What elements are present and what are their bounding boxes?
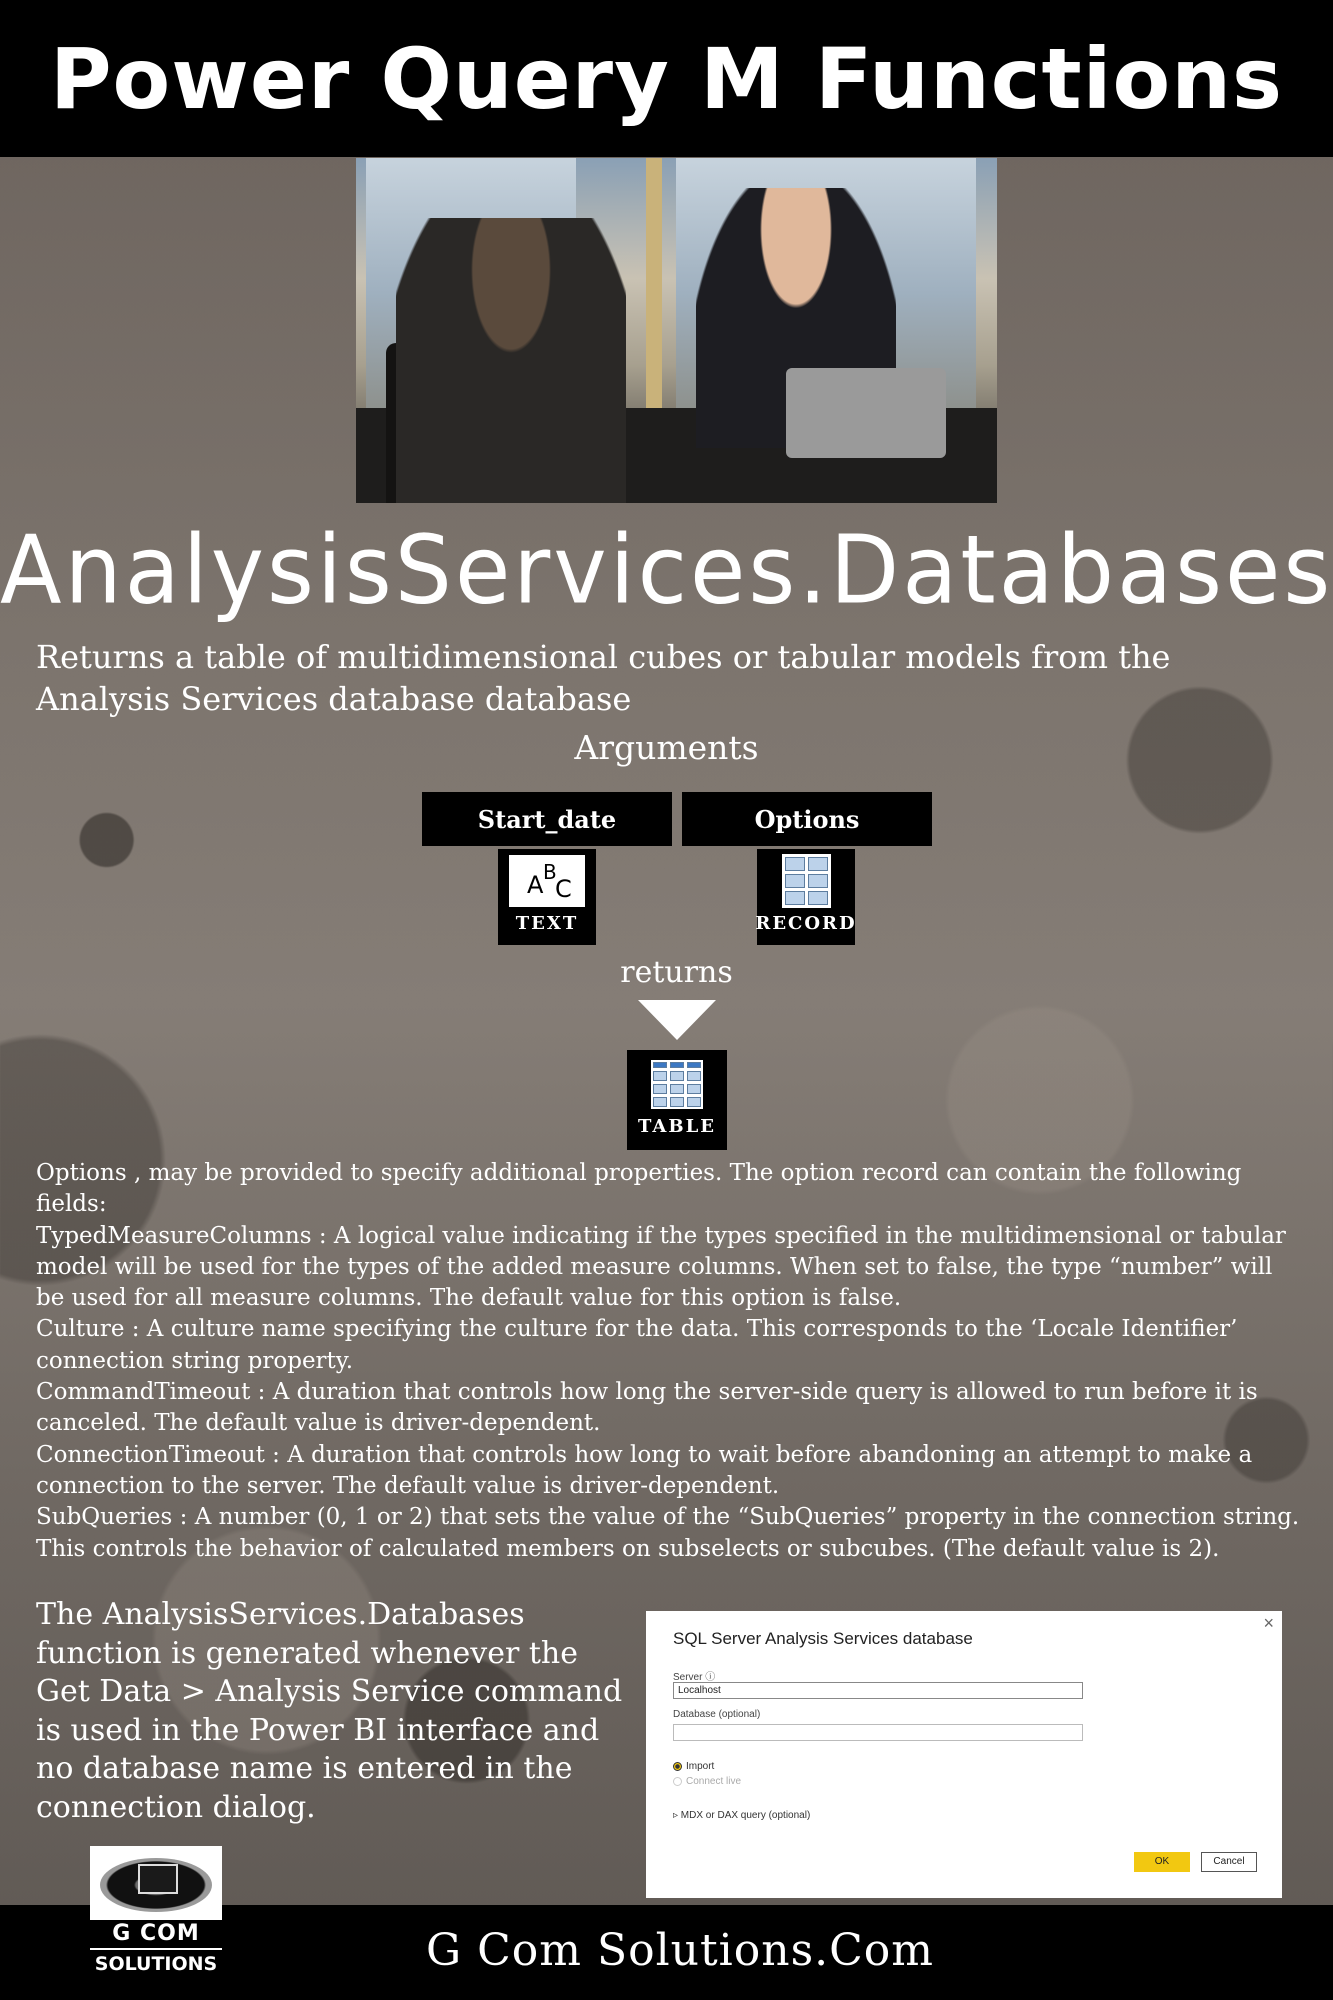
- options-paragraph: Options , may be provided to specify additional properties. The option record can contain the following fields:: [36, 1160, 1242, 1218]
- options-paragraph: CommandTimeout : A duration that controls how long the server-side query is allowed to run before it is canceled. The default value is driver-dependent.: [36, 1379, 1258, 1437]
- photo-window-frame: [646, 158, 662, 448]
- options-paragraph: TypedMeasureColumns : A logical value indicating if the types specified in the multidimensional or tabular model will be used for the types of the added measure columns. When set to false, the type “number” will be used for all measure columns. The default value for this option is false.: [36, 1222, 1286, 1312]
- dialog-title: SQL Server Analysis Services database: [673, 1629, 973, 1648]
- record-type-tile: [757, 849, 855, 945]
- ssas-connection-dialog: [646, 1611, 1282, 1898]
- header-bar: [0, 0, 1333, 157]
- cancel-button[interactable]: Cancel: [1201, 1852, 1257, 1872]
- arguments-heading: Arguments: [574, 728, 759, 767]
- server-label: Server ⓘ: [673, 1672, 716, 1683]
- argument-start-date: [422, 792, 672, 846]
- footer-url[interactable]: G Com Solutions.Com: [425, 1925, 935, 1976]
- table-grid-icon: [639, 1058, 715, 1110]
- record-grid-icon: [768, 855, 844, 907]
- logo-monitor-icon: [138, 1864, 178, 1894]
- options-paragraph: Culture : A culture name specifying the culture for the data. This corresponds to the ‘Locale Identifier’ connection string property.: [36, 1316, 1238, 1374]
- mdx-dax-query-expander[interactable]: ▹ MDX or DAX query (optional): [673, 1810, 811, 1821]
- radio-selected-icon: [673, 1762, 682, 1771]
- logo-line1: G COM: [90, 1920, 222, 1948]
- ok-button[interactable]: OK: [1134, 1852, 1190, 1872]
- down-arrow-icon: [638, 1000, 716, 1040]
- argument-name: Start_date: [477, 804, 617, 834]
- argument-options: [682, 792, 932, 846]
- usage-note: The AnalysisServices.Databases function is generated whenever the Get Data > Analysis Service command is used in the Power BI interface and no database name is entered in the connection dialog.: [36, 1597, 623, 1825]
- type-label: TABLE: [638, 1116, 716, 1137]
- returns-label: returns: [620, 955, 733, 990]
- database-input[interactable]: [673, 1724, 1083, 1741]
- function-name: AnalysisServices.Databases: [0, 515, 1333, 626]
- server-input[interactable]: Localhost: [673, 1682, 1083, 1699]
- type-label: RECORD: [755, 913, 857, 934]
- radio-connect-live-label: Connect live: [686, 1776, 742, 1787]
- options-paragraph: ConnectionTimeout : A duration that controls how long to wait before abandoning an attempt to make a connection to the server. The default value is driver-dependent.: [36, 1441, 1253, 1499]
- options-description: [36, 1158, 1306, 1565]
- table-type-tile: [627, 1050, 727, 1150]
- logo-line2: SOLUTIONS: [90, 1950, 222, 1979]
- gcom-logo: [90, 1846, 222, 1979]
- database-label: Database (optional): [673, 1709, 761, 1720]
- function-description: Returns a table of multidimensional cubes or tabular models from the Analysis Services database database: [36, 638, 1171, 718]
- photo-person-left: [396, 218, 626, 503]
- argument-name: Options: [754, 804, 860, 834]
- type-label: TEXT: [515, 913, 579, 934]
- abc-text-icon: A B C: [509, 855, 585, 907]
- photo-laptop: [786, 368, 946, 458]
- options-paragraph: SubQueries : A number (0, 1 or 2) that sets the value of the “SubQueries” property in the connection string. This controls the behavior of calculated members on subselects or subcubes. (The default value is 2).: [36, 1504, 1300, 1562]
- radio-import[interactable]: [673, 1761, 714, 1772]
- radio-unselected-icon: [673, 1777, 682, 1786]
- business-meeting-photo: [356, 158, 997, 503]
- page-title: Power Query M Functions: [49, 29, 1283, 128]
- text-type-tile: [498, 849, 596, 945]
- close-icon[interactable]: ×: [1263, 1613, 1274, 1633]
- radio-connect-live[interactable]: [673, 1776, 741, 1787]
- radio-import-label: Import: [686, 1761, 715, 1772]
